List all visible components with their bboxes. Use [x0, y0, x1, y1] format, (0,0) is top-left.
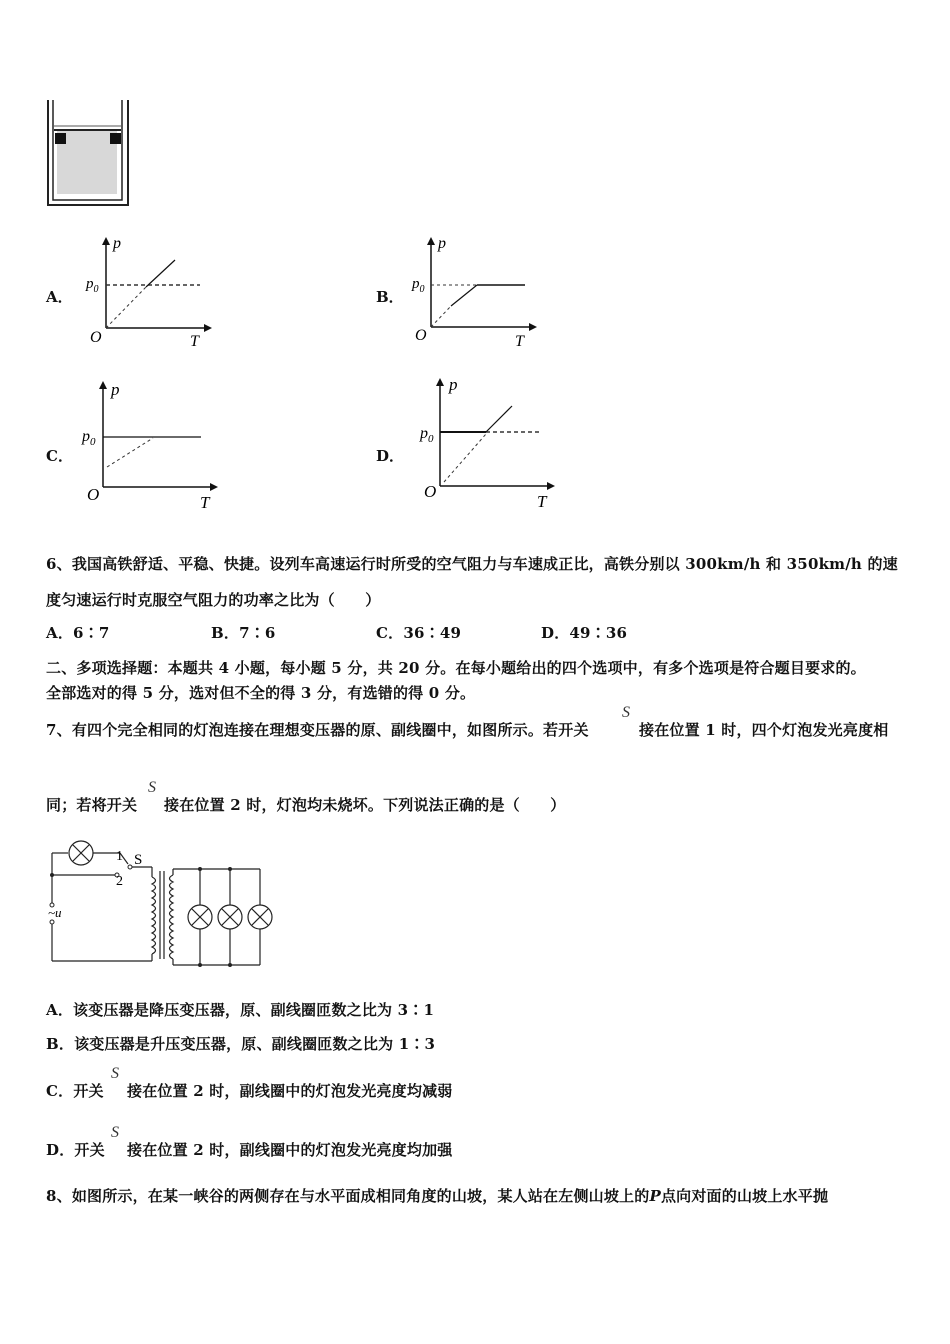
section2-intro-line1: 二、多项选择题：本题共 4 小题，每小题 5 分，共 20 分。在每小题给出的四个选项中，有多个选项是符合题目要求的。	[46, 659, 866, 677]
x-axis-label: T	[515, 333, 524, 350]
origin-dashed-line	[431, 306, 451, 327]
x-axis-label: T	[537, 492, 547, 511]
source-terminal-bottom	[50, 920, 54, 924]
q7-option-d-text[interactable]: 接在位置 2 时，副线圈中的灯泡发光亮度均加强	[127, 1141, 453, 1159]
q7-switch-var-2: S	[148, 779, 156, 796]
secondary-bulb-2	[218, 905, 242, 929]
q8-stem-part1: 8、如图所示，在某一峡谷的两侧存在与水平面成相同角度的山坡，某人站在左侧山坡上的	[46, 1187, 650, 1205]
q7-option-c-text[interactable]: 接在位置 2 时，副线圈中的灯泡发光亮度均减弱	[127, 1082, 453, 1100]
y-axis-label: p	[113, 235, 121, 252]
origin-label: O	[90, 329, 102, 346]
q6-option-b[interactable]: B．7∶6	[211, 624, 276, 642]
x-axis-arrow	[204, 324, 212, 332]
q7-stem-line2b: 接在位置 2 时，灯泡均未烧坏。下列说法正确的是（ ）	[164, 796, 566, 814]
q5-option-a-label[interactable]: A．	[46, 288, 73, 306]
x-axis-label: T	[200, 493, 210, 510]
secondary-bulb-3	[248, 905, 272, 929]
q6-option-c[interactable]: C．36∶49	[376, 624, 462, 642]
q5-option-d-label[interactable]: D．	[376, 447, 405, 465]
q6-option-a[interactable]: A．6∶7	[46, 624, 110, 642]
graph-d	[412, 372, 562, 512]
cylinder-piston-figure	[40, 95, 140, 210]
q7-option-a[interactable]: A．该变压器是降压变压器，原、副线圈匝数之比为 3∶1	[46, 1001, 435, 1019]
q6-stem-line1: 6、我国高铁舒适、平稳、快捷。设列车高速运行时所受的空气阻力与车速成正比，高铁分别以 300km/h 和 350km/h 的速	[46, 555, 898, 573]
q7-switch-var-1: S	[622, 704, 630, 721]
origin-label: O	[87, 485, 100, 504]
y-axis-label: p	[449, 375, 458, 394]
p0-label: $p_0$	[82, 428, 96, 448]
secondary-bulb-1	[188, 905, 212, 929]
switch-label: S	[134, 852, 143, 868]
x-axis-arrow	[210, 483, 218, 491]
rising-solid-line	[146, 260, 175, 287]
x-axis-arrow	[529, 323, 537, 331]
x-axis-arrow	[547, 482, 555, 490]
q6-option-d[interactable]: D．49∶36	[541, 624, 628, 642]
p0-label: $p_0$	[412, 276, 425, 295]
p0-label: $p_0$	[420, 425, 434, 445]
switch-pos-2-label: 2	[116, 874, 123, 889]
y-axis-label: p	[438, 235, 446, 252]
q7-stem-line2a: 同；若将开关	[46, 796, 138, 814]
transformer-circuit	[40, 835, 280, 975]
origin-dashed-line	[106, 287, 146, 328]
y-axis-arrow	[427, 237, 435, 245]
y-axis-arrow	[102, 237, 110, 245]
switch-pos-1-label: 1	[116, 849, 123, 864]
rising-solid-line	[451, 285, 477, 306]
graph-b	[405, 230, 545, 350]
origin-dashed-line	[444, 434, 486, 482]
q6-stem-line2: 度匀速运行时克服空气阻力的功率之比为（ ）	[46, 591, 381, 609]
graph-a	[80, 230, 220, 350]
q7-stem-line1b: 接在位置 1 时，四个灯泡发光亮度相	[639, 721, 889, 739]
source-label: ~u	[48, 905, 62, 920]
primary-coil	[152, 877, 156, 954]
graph-c	[75, 375, 225, 510]
rising-solid-line	[486, 406, 512, 432]
dashed-rising-line	[107, 438, 153, 467]
x-axis-label: T	[190, 333, 199, 350]
q7-switch-var-3: S	[111, 1065, 119, 1082]
q8-point-p: P	[649, 1187, 661, 1205]
section2-intro-line2: 全部选对的得 5 分，选对但不全的得 3 分，有选错的得 0 分。	[46, 684, 476, 702]
y-axis-arrow	[436, 378, 444, 386]
q7-option-d-prefix[interactable]: D．开关	[46, 1141, 105, 1159]
q7-option-b[interactable]: B．该变压器是升压变压器，原、副线圈匝数之比为 1∶3	[46, 1035, 436, 1053]
q7-option-c-prefix[interactable]: C．开关	[46, 1082, 104, 1100]
stopper-right	[110, 133, 121, 144]
q7-switch-var-4: S	[111, 1124, 119, 1141]
origin-label: O	[415, 327, 427, 344]
p0-label: $p_0$	[86, 276, 99, 295]
q8-stem-line1	[46, 1186, 828, 1206]
stopper-left	[55, 133, 66, 144]
q7-stem-line1a: 7、有四个完全相同的灯泡连接在理想变压器的原、副线圈中，如图所示。若开关	[46, 721, 589, 739]
q5-option-c-label[interactable]: C．	[46, 447, 73, 465]
q5-option-b-label[interactable]: B．	[376, 288, 404, 306]
secondary-coil	[170, 875, 174, 959]
y-axis-label: p	[111, 380, 120, 399]
origin-label: O	[424, 482, 437, 501]
q8-stem-part2: 点向对面的山坡上水平抛	[660, 1187, 829, 1205]
switch-contact-1	[128, 865, 132, 869]
y-axis-arrow	[99, 381, 107, 389]
